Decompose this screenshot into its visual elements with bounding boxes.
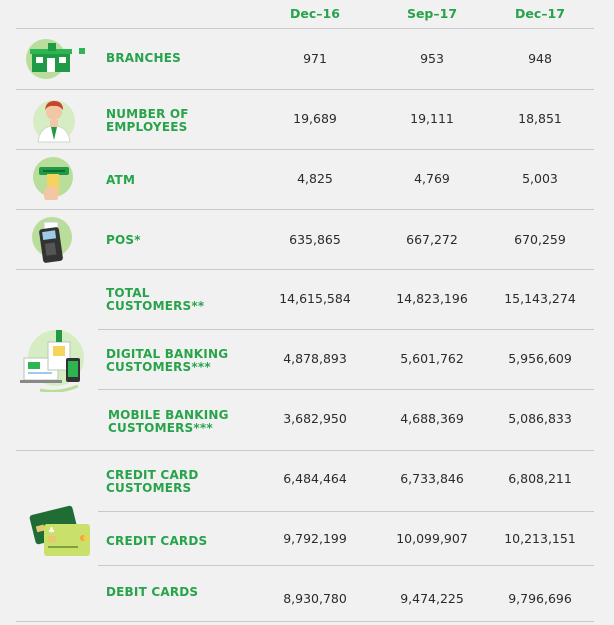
cell: 948: [528, 51, 552, 66]
divider: [98, 329, 594, 330]
column-header-dec-16: Dec–16: [290, 6, 340, 21]
row-label-employees: NUMBER OF EMPLOYEES: [106, 107, 189, 134]
cell: 9,796,696: [508, 591, 572, 606]
cell: 4,825: [297, 171, 333, 186]
cell: 8,930,780: [283, 591, 347, 606]
cell: 670,259: [514, 232, 566, 247]
cell: 18,851: [518, 111, 562, 126]
digital-banking-icon: [18, 328, 90, 392]
row-label-credit-cards: CREDIT CARDS: [106, 534, 208, 548]
row-label-branches: BRANCHES: [106, 51, 182, 65]
divider: [16, 149, 594, 150]
cell: 14,615,584: [279, 291, 351, 306]
cell: 6,484,464: [283, 471, 347, 486]
pos-terminal-icon: [30, 216, 76, 266]
cell: 667,272: [406, 232, 458, 247]
column-header-sep-17: Sep–17: [406, 6, 458, 21]
cell: 635,865: [289, 232, 341, 247]
row-label-digital-banking: DIGITAL BANKING CUSTOMERS***: [106, 347, 229, 374]
divider: [98, 511, 594, 512]
cell: 14,823,196: [396, 291, 468, 306]
divider: [16, 450, 594, 451]
cell: 4,878,893: [283, 351, 347, 366]
divider: [98, 565, 594, 566]
row-label-mobile-banking: MOBILE BANKING CUSTOMERS***: [108, 408, 229, 435]
cell: 3,682,950: [283, 411, 347, 426]
divider: [16, 89, 594, 90]
divider: [98, 389, 594, 390]
atm-icon: [32, 156, 76, 204]
divider: [16, 209, 594, 210]
svg-text:♣: ♣: [48, 526, 56, 535]
row-label-credit-card-customers: CREDIT CARD CUSTOMERS: [106, 468, 199, 495]
cell: 5,601,762: [400, 351, 464, 366]
cell: 19,689: [293, 111, 337, 126]
row-label-debit-cards: DEBIT CARDS: [106, 585, 199, 599]
cell: 5,003: [522, 171, 558, 186]
cell: 971: [303, 51, 327, 66]
cell: 9,792,199: [283, 531, 347, 546]
row-label-total-customers: TOTAL CUSTOMERS**: [106, 286, 205, 313]
cell: 6,733,846: [400, 471, 464, 486]
divider: [16, 269, 594, 270]
cell: 4,688,369: [400, 411, 464, 426]
cell: 10,213,151: [504, 531, 576, 546]
cell: 5,956,609: [508, 351, 572, 366]
employee-person-icon: [32, 96, 76, 144]
cell: 9,474,225: [400, 591, 464, 606]
divider: [16, 621, 594, 622]
divider: [16, 28, 594, 29]
credit-cards-icon: [26, 500, 94, 564]
cell: 15,143,274: [504, 291, 576, 306]
cell: 6,808,211: [508, 471, 572, 486]
cell: 4,769: [414, 171, 450, 186]
cell: 19,111: [410, 111, 454, 126]
cell: 5,086,833: [508, 411, 572, 426]
cell: 953: [420, 51, 444, 66]
row-label-pos: POS*: [106, 233, 141, 247]
branch-building-icon: [22, 38, 88, 80]
row-label-atm: ATM: [106, 173, 136, 187]
column-header-dec-17: Dec–17: [515, 6, 565, 21]
cell: 10,099,907: [396, 531, 468, 546]
